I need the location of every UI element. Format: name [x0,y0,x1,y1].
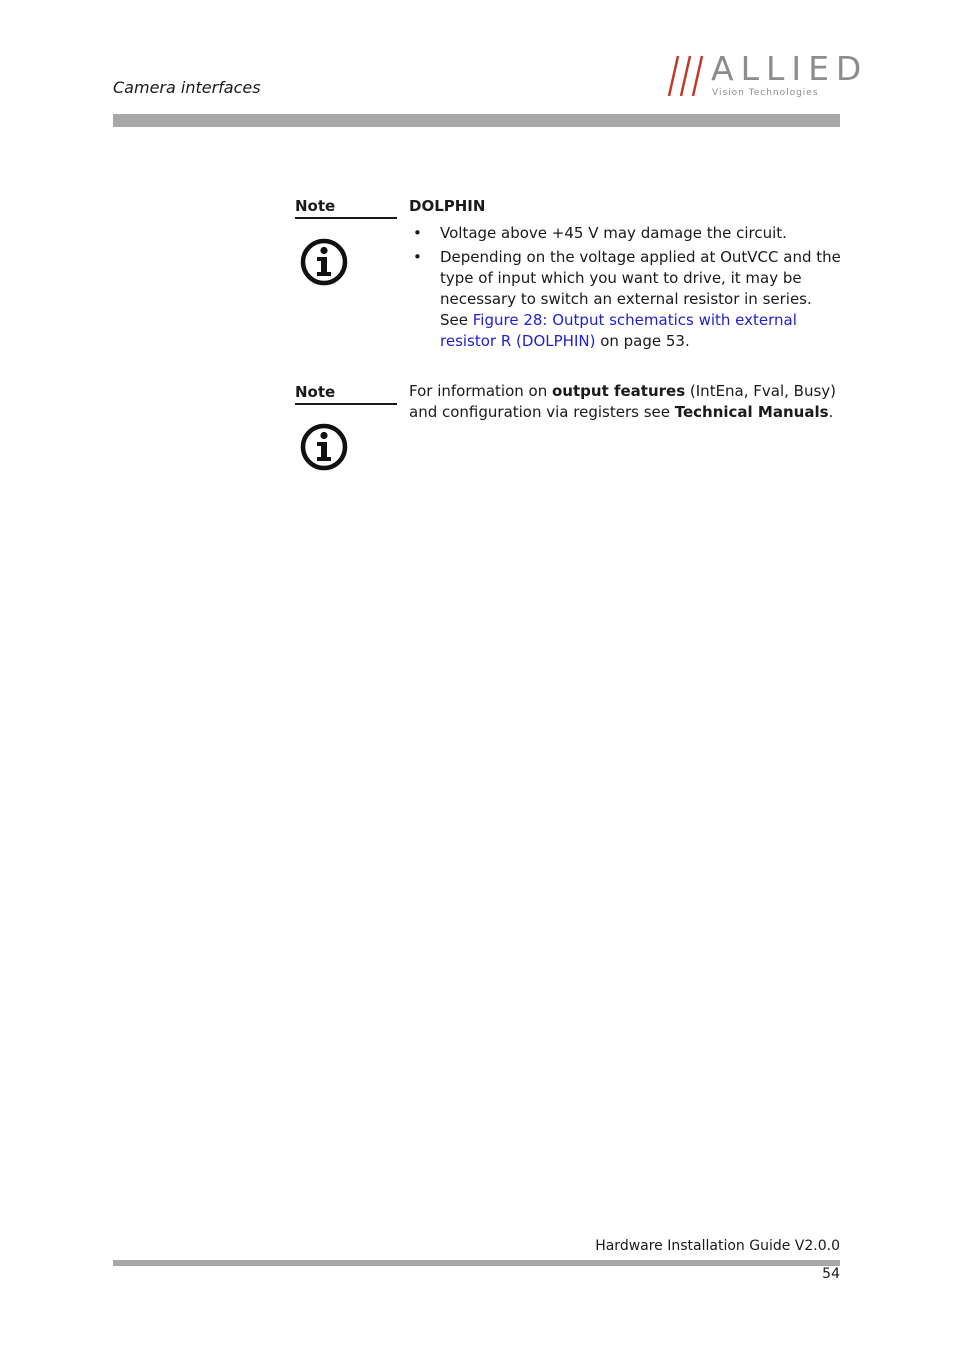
see-prefix: See [440,311,473,329]
note-body [409,197,841,355]
info-icon [300,423,348,471]
output-features-term: output features [552,382,686,400]
logo-subtitle: Vision Technologies [712,88,819,98]
technical-manuals-term: Technical Manuals [674,403,829,421]
footer-bar [113,1260,840,1266]
note-bullet-list [409,223,841,352]
logo-wordmark: ALLIED [711,49,869,88]
header-bar [113,114,840,127]
note-text: For information on output features (IntEna, Fval, Busy) and configuration via registers see Technical Manuals. [409,382,837,421]
info-icon [300,238,348,286]
see-suffix: on page 53. [595,332,690,350]
page-number: 54 [822,1266,840,1282]
company-logo [666,49,869,102]
note-body [409,381,841,423]
list-item: • Voltage above +45 V may damage the circuit. [413,224,787,242]
list-item: • Depending on the voltage applied at OutVCC and the type of input which you want to drive, it may be necessary to switch an external resistor in series. See Figure 28: Output schematics with external resistor R (DOLPHIN) on page 53. [413,248,841,350]
note-label: Note [295,197,397,219]
footer-guide-title: Hardware Installation Guide V2.0.0 [595,1238,840,1254]
note-heading: DOLPHIN [409,197,486,215]
logo-slashes-icon [666,54,710,98]
section-title: Camera interfaces [113,78,261,97]
note-label: Note [295,383,397,405]
figure-28-link[interactable]: Figure 28: Output schematics with external resistor R (DOLPHIN) [440,311,797,350]
